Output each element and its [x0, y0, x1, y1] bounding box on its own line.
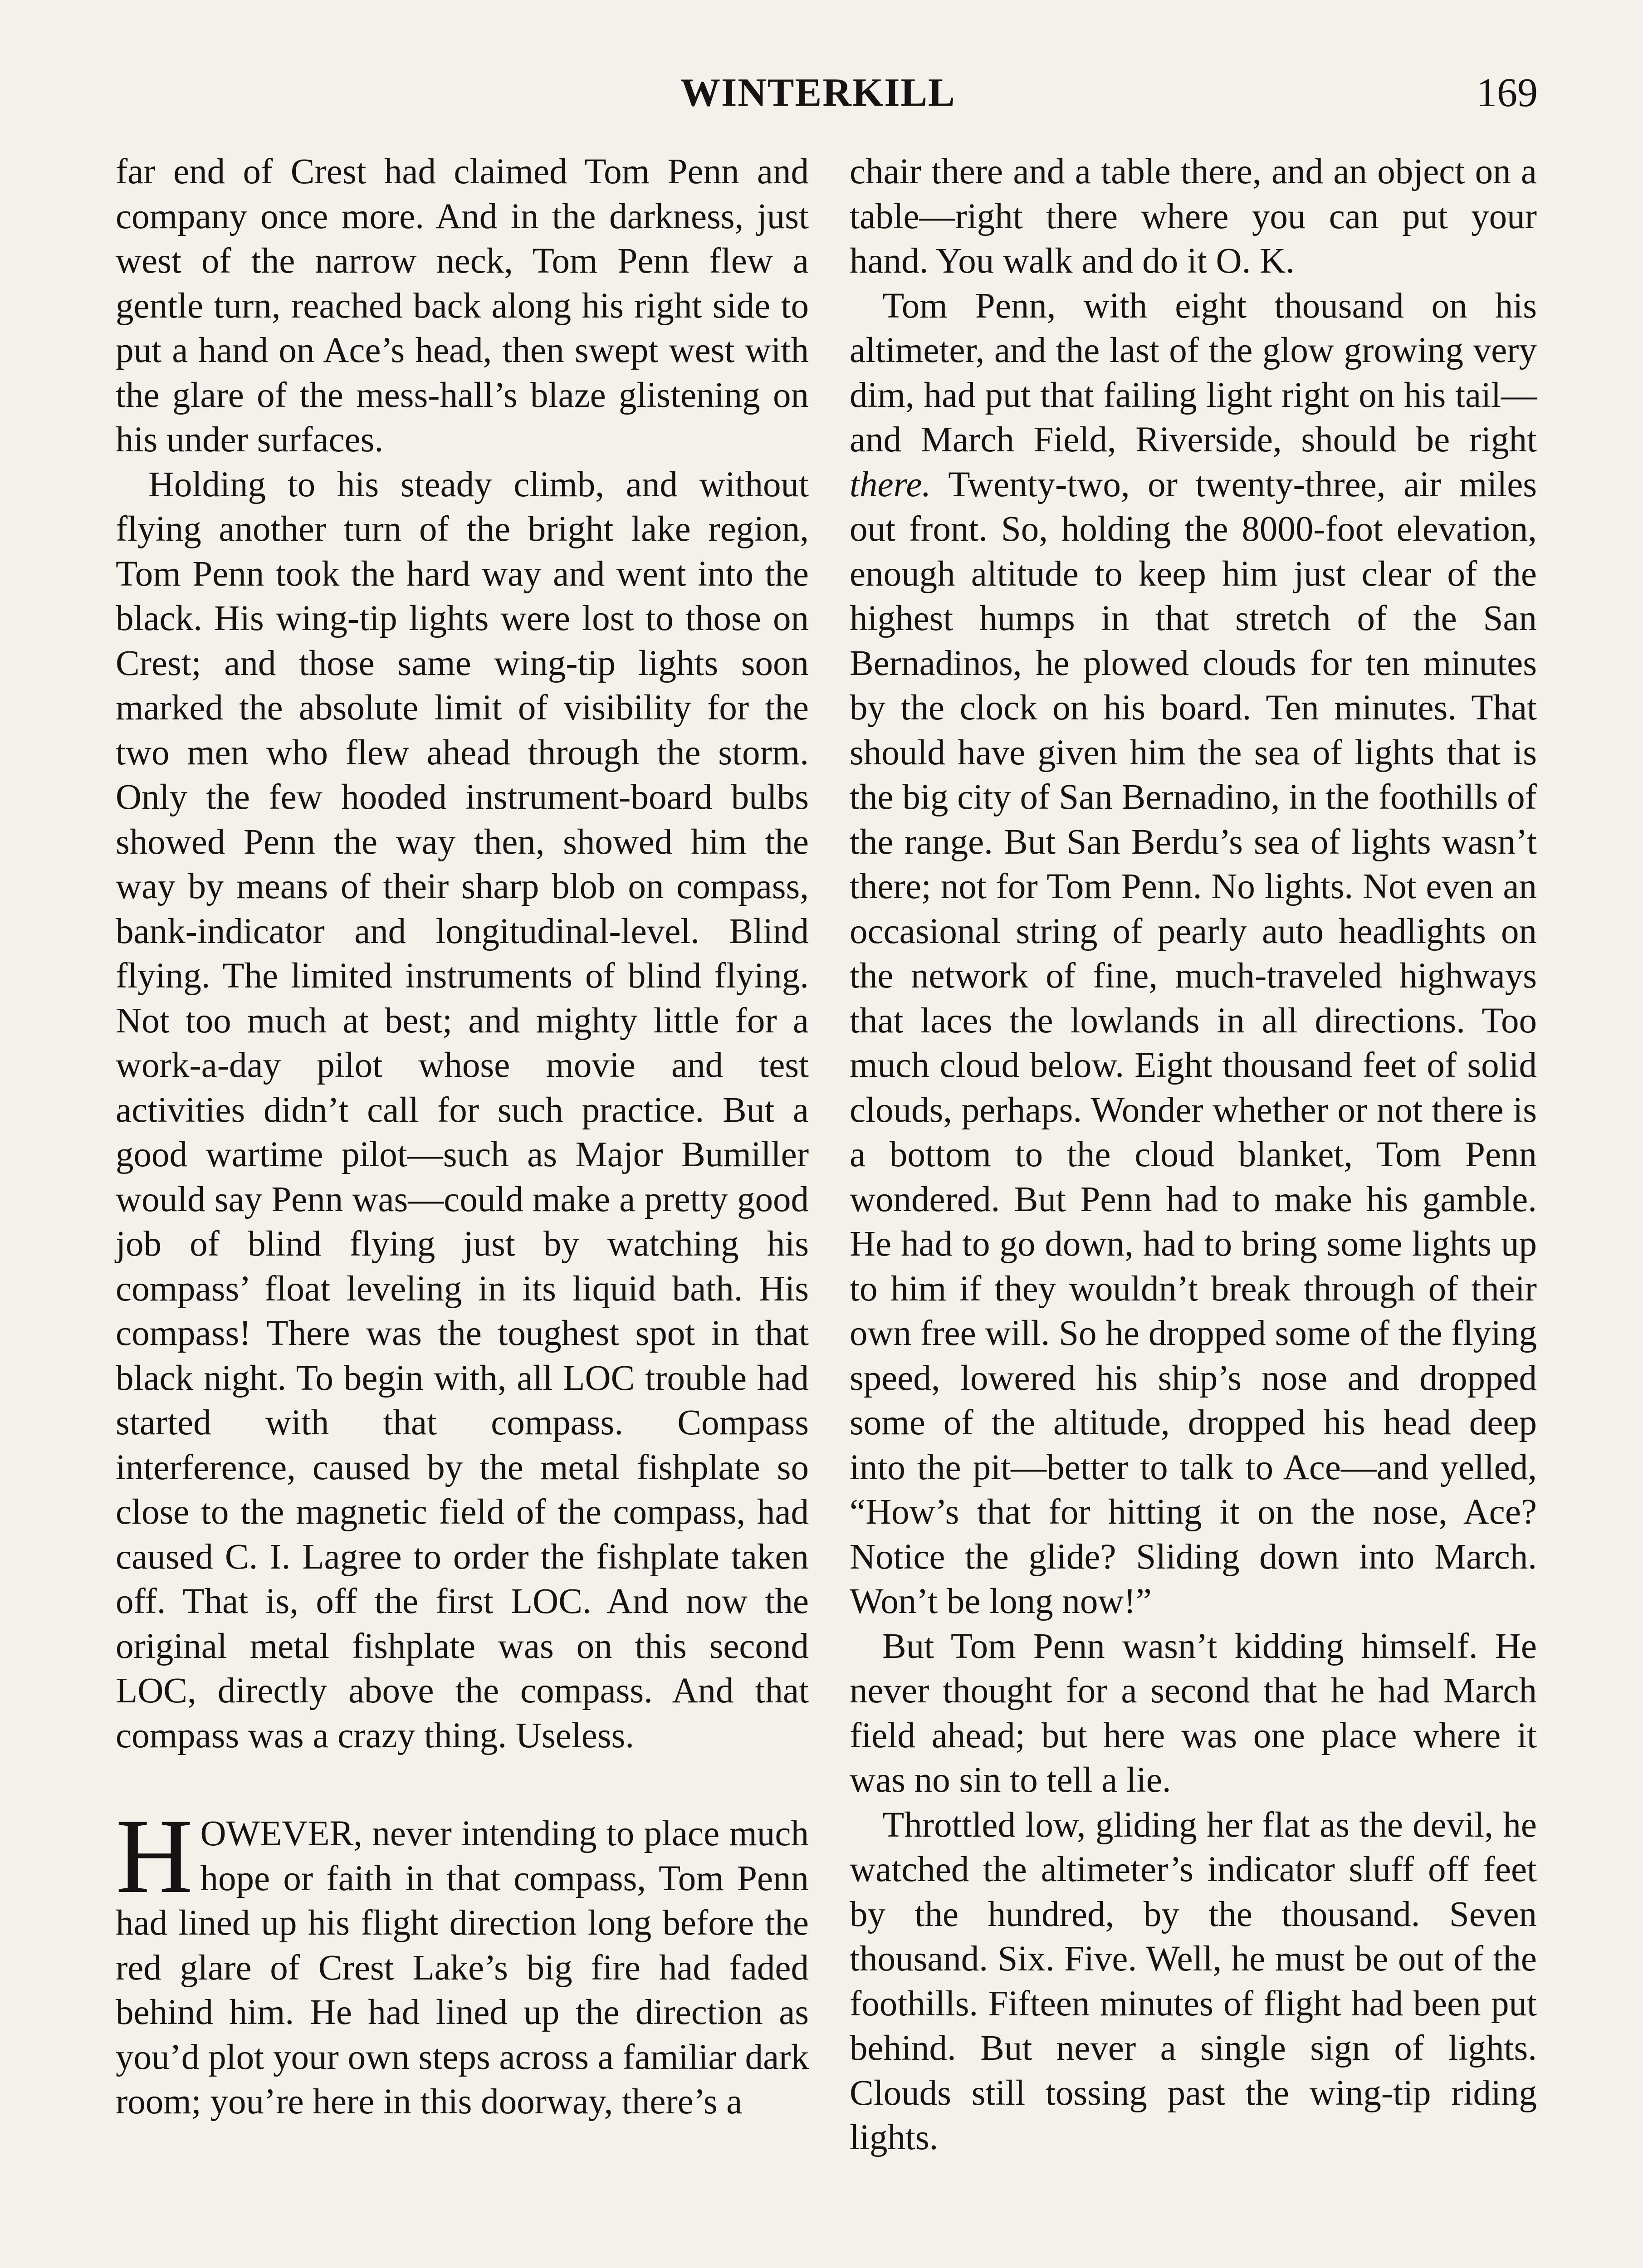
paragraph: far end of Crest had claimed Tom Penn and company once more. And in the darkness, just west of the narrow neck, Tom Penn flew a gentle turn, reached back along his right side to put a hand on Ace’s head, then swept west with the glare of the mess-hall’s blaze glistening on his under surfaces.: [116, 152, 809, 459]
drop-cap: H: [116, 1797, 193, 1916]
paragraph: chair there and a table there, and an object on a table—right there where you can put your hand. You walk and do it O. K.: [850, 152, 1537, 281]
section-paragraph: [116, 1797, 809, 2125]
paragraph: Holding to his steady climb, and without flying another turn of the bright lake region, Tom Penn took the hard way and went into the black. His wing-tip lights were lost to those on Crest; and those same wing-tip lights soon marked the absolute limit of visibility for the two men who flew ahead through the storm. Only the few hooded instrument-board bulbs showed Penn the way then, showed him the way by means of their sharp blob on compass, bank-indicator and longitudinal-level. Blind flying. The limited instruments of blind flying. Not too much at best; and mighty little for a work-a-day pilot whose movie and test activities didn’t call for such practice. But a good wartime pilot—such as Major Bumiller would say Penn was—could make a pretty good job of blind flying just by watching his compass’ float leveling in its liquid bath. His compass! There was the toughest spot in that black night. To begin with, all LOC trouble had started with that compass. Compass interference, caused by the metal fishplate so close to the magnetic field of the compass, had caused C. I. Lagree to order the fishplate taken off. That is, off the first LOC. And now the original metal fishplate was on this second LOC, directly above the compass. And that compass was a crazy thing. Useless.: [116, 464, 809, 1755]
paragraph: Throttled low, gliding her flat as the devil, he watched the altimeter’s indicator sluff off feet by the hundred, by the thousand. Seven thousand. Six. Five. Well, he must be out of the foothills. Fifteen minutes of flight had been put behind. But never a single sign of lights. Clouds still tossing past the wing-tip riding lights.: [850, 1805, 1537, 2157]
paragraph-text: Tom Penn, with eight thousand on his altimeter, and the last of the glow growing very dim, had put that failing light right on his tail—and March Field, Riverside, should be right: [850, 286, 1537, 459]
emphasis-text: there.: [850, 464, 931, 504]
paragraph-text: Twenty-two, or twenty-three, air miles out front. So, holding the 8000-foot elevation, enough altitude to keep him just clear of the highest humps in that stretch of the San Bernadinos, he plowed clouds for ten minutes by the clock on his board. Ten minutes. That should have given him the sea of lights that is the big city of San Bernadino, in the foothills of the range. But San Berdu’s sea of lights wasn’t there; not for Tom Penn. No lights. Not even an occasional string of pearly auto headlights on the network of fine, much-traveled highways that laces the lowlands in all directions. Too much cloud below. Eight thousand feet of solid clouds, perhaps. Wonder whether or not there is a bottom to the cloud blanket, Tom Penn wondered. But Penn had to make his gamble. He had to go down, had to bring some lights up to him if they wouldn’t break through of their own free will. So he dropped some of the flying speed, lowered his ship’s nose and dropped some of the altitude, dropped his head deep into the pit—better to talk to Ace—and yelled, “How’s that for hitting it on the nose, Ace? Notice the glide? Sliding down into March. Won’t be long now!”: [850, 464, 1537, 1621]
paragraph-text: OWEVER, never intending to place much hope or faith in that compass, Tom Penn had lined up his flight direction long before the red glare of Crest Lake’s big fire had faded behind him. He had lined up the direction as you’d plot your own steps across a familiar dark room; you’re here in this doorway, there’s a: [116, 1814, 809, 2121]
text-column-right: [850, 150, 1537, 2160]
page-number: 169: [1477, 70, 1538, 115]
paragraph: [850, 284, 1537, 1624]
running-head: [0, 68, 1643, 118]
paragraph: But Tom Penn wasn’t kidding himself. He never thought for a second that he had March field ahead; but here was one place where it was no sin to tell a lie.: [850, 1626, 1537, 1800]
chapter-title: WINTERKILL: [680, 71, 956, 115]
text-column-left: [116, 150, 809, 2125]
